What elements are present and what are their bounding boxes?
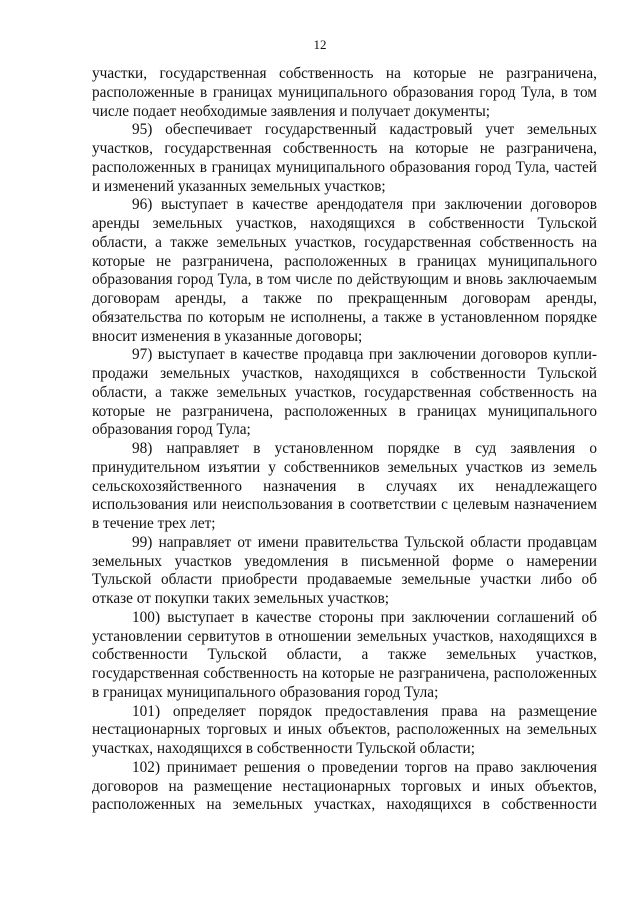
paragraph-item-102: 102) принимает решения о проведении торгов на право заключения договоров на размещение нестационарных торговых и иных объектов, расположенных на земельных участках, находящихся в собственности [92,758,597,814]
paragraph-item-100: 100) выступает в качестве стороны при заключении соглашений об установлении сервитутов в отношении земельных участков, находящихся в собственности Тульской области, а также земельных участков, государственная собственность на которые не разграничена, расположенных в границах муниципального образования город Тула; [92,608,597,701]
paragraph-item-101: 101) определяет порядок предоставления права на размещение нестационарных торговых и иных объектов, расположенных на земельных участках, находящихся в собственности Тульской области; [92,702,597,757]
document-body [92,65,597,815]
paragraph-item-97: 97) выступает в качестве продавца при заключении договоров купли-продажи земельных участков, находящихся в собственности Тульской области, а также земельных участков, государственная собственность на которые не разграничена, расположенных в границах муниципального образования город Тула; [92,346,597,439]
paragraph-item-98: 98) направляет в установленном порядке в суд заявления о принудительном изъятии у собственников земельных участков из земель сельскохозяйственного назначения в случаях их ненадлежащего использования или неиспользования в соответствии с целевым назначением в течение трех лет; [92,440,597,532]
paragraph-item-99: 99) направляет от имени правительства Тульской области продавцам земельных участков уведомления в письменной форме о намерении Тульской области приобрести продаваемые земельные участки либо об отказе от покупки таких земельных участков; [92,533,597,607]
page-number: 12 [313,37,327,52]
paragraph-item-95: 95) обеспечивает государственный кадастровый учет земельных участков, государственная собственность на которые не разграничена, расположенных в границах муниципального образования город Тула, частей и изменений указанных земельных участков; [92,121,597,195]
paragraph-item-96: 96) выступает в качестве арендодателя при заключении договоров аренды земельных участков, находящихся в собственности Тульской области, а также земельных участков, государственная собственность на которые не разграничена, расположенных в границах муниципального образования город Тула, в том числе по действующим и вновь заключаемым договорам аренды, а также по прекращенным договорам аренды, обязательства по которым не исполнены, а также в установленном порядке вносит изменения в указанные договоры; [92,196,597,345]
paragraph-continuation: участки, государственная собственность на которые не разграничена, расположенные в границах муниципального образования город Тула, в том числе подает необходимые заявления и получает документы; [92,65,597,120]
